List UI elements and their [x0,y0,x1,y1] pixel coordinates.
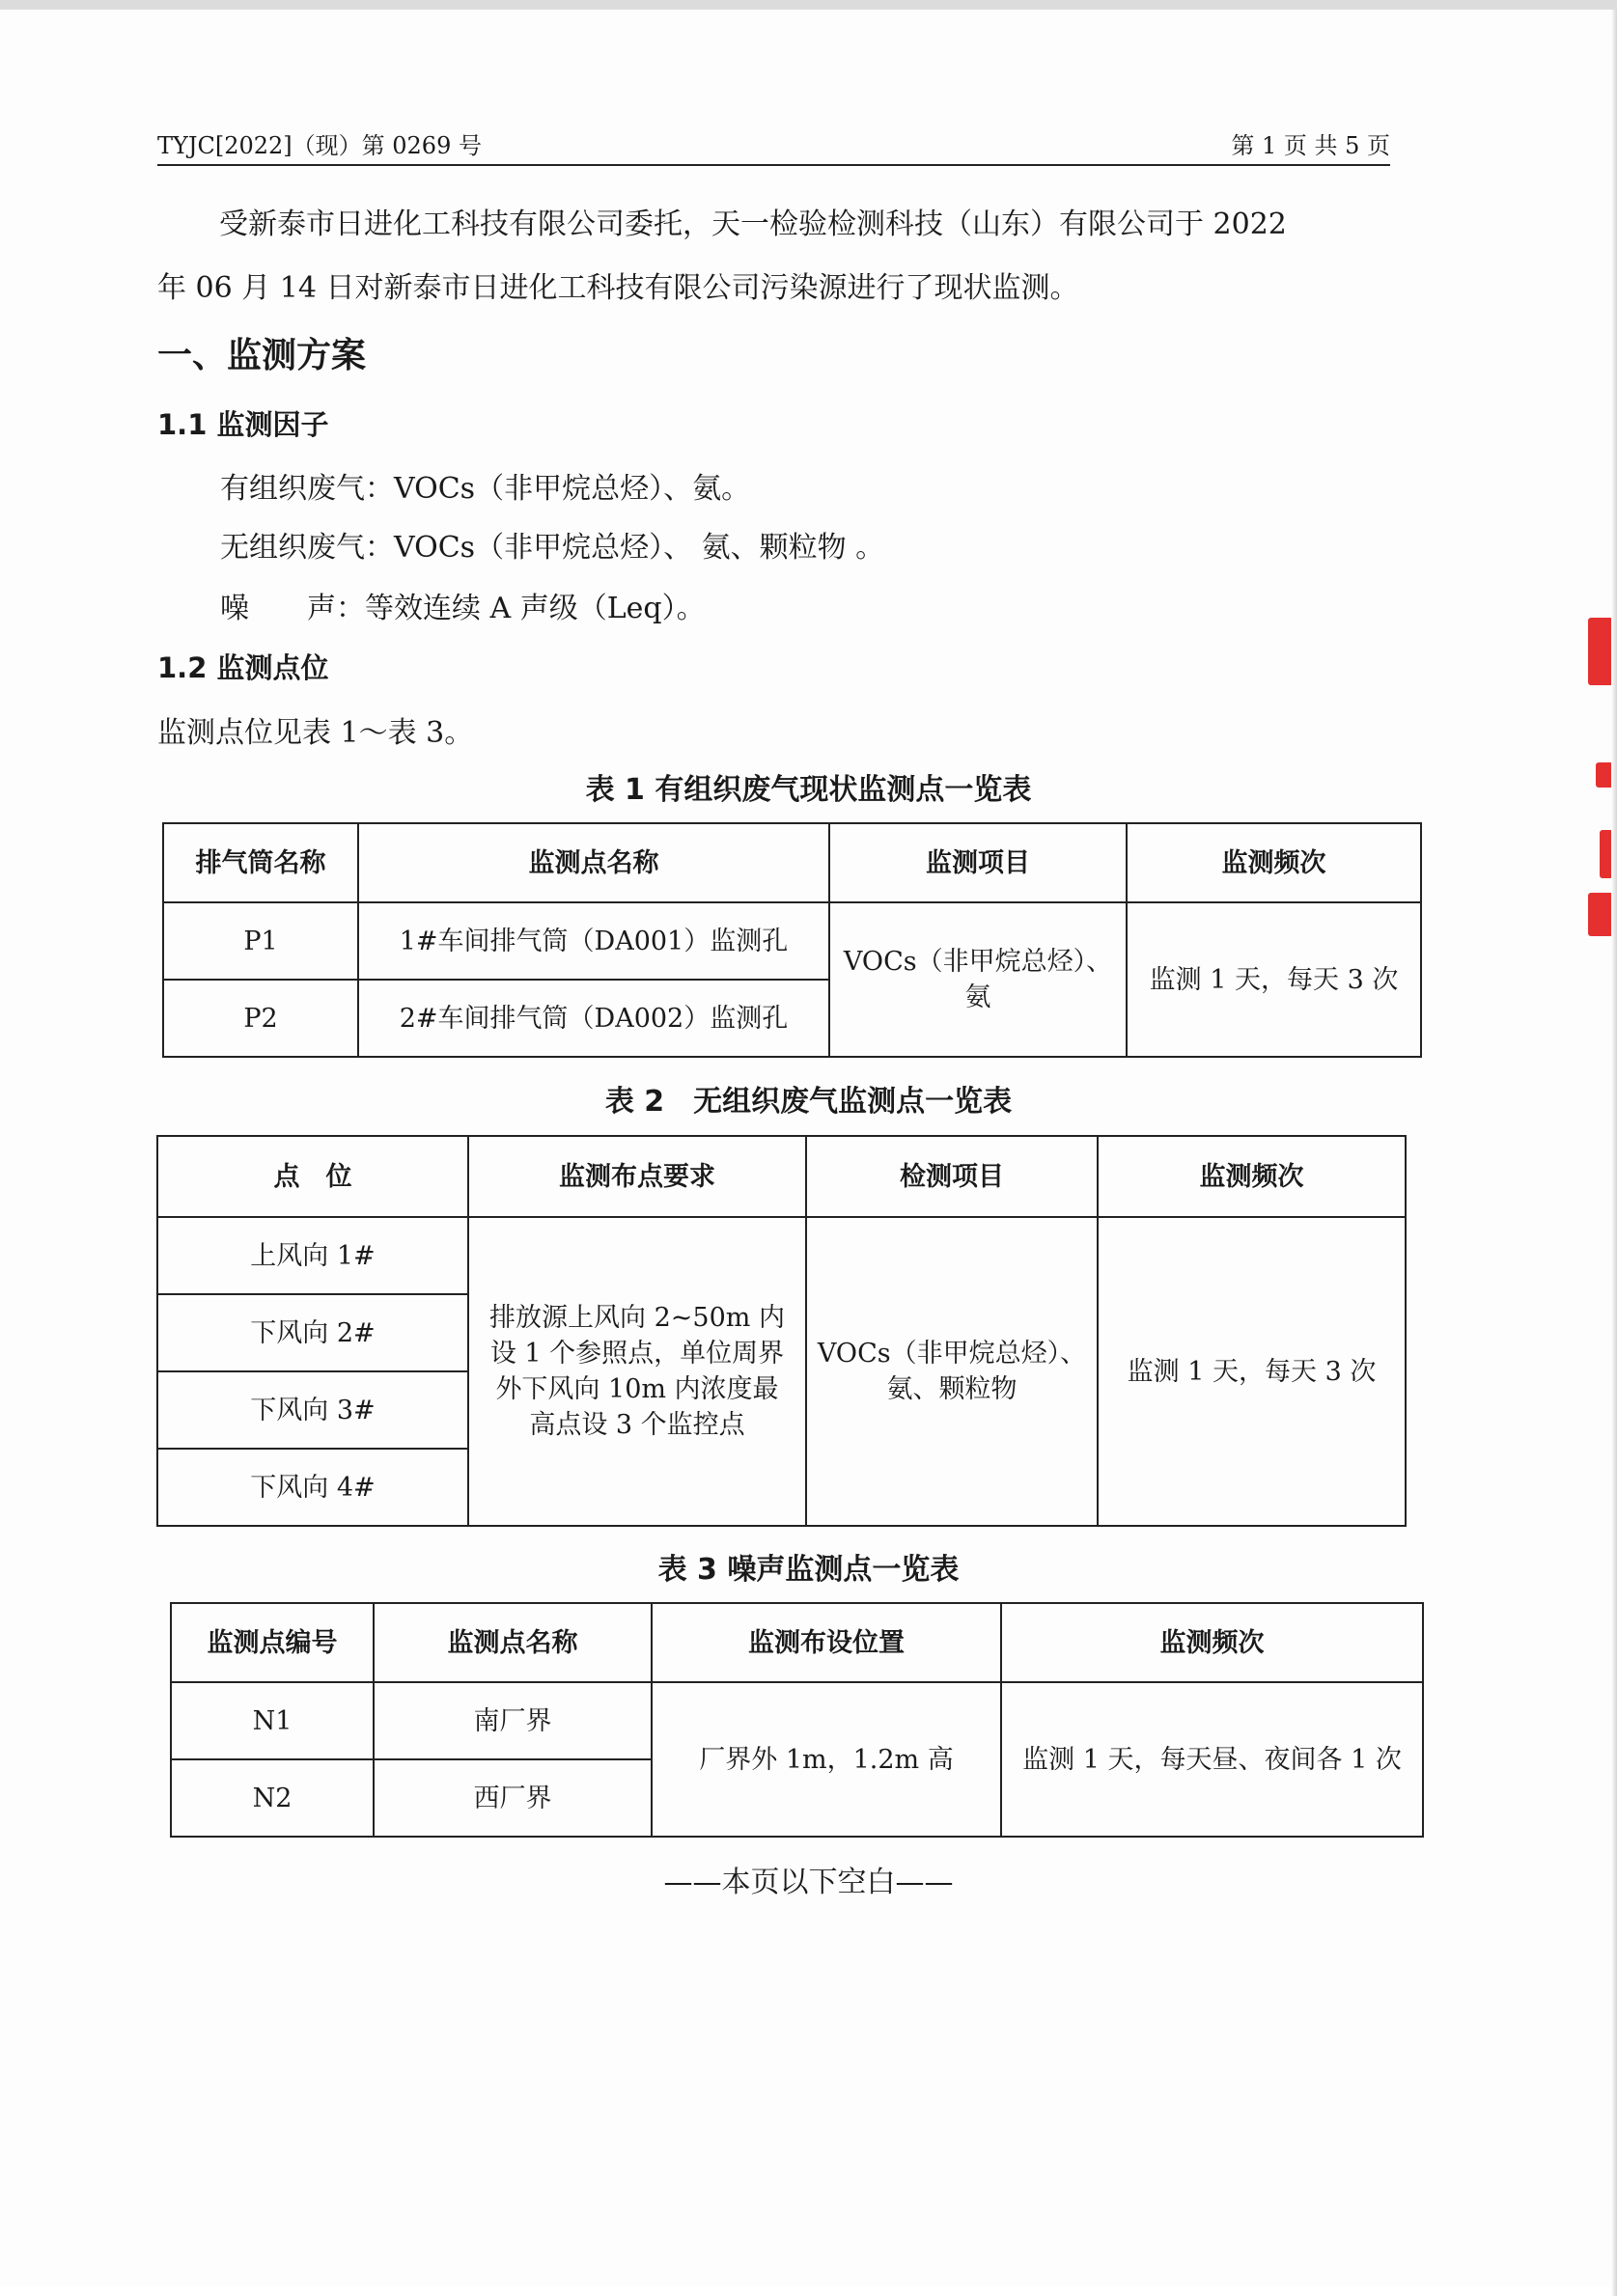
table2-header-cell: 监测布点要求 [468,1136,806,1217]
monitor-point-cell: 2#车间排气筒（DA002）监测孔 [358,980,829,1057]
table3-header-cell: 监测频次 [1001,1603,1423,1682]
table3-caption: 表 3 噪声监测点一览表 [657,1553,960,1587]
factor-noise: 噪 声：等效连续 A 声级（Leq）。 [220,592,706,625]
table-row [163,902,1421,980]
page-edge [1611,10,1617,2296]
point-id-cell: N1 [171,1682,374,1759]
factor-organized: 有组织废气：VOCs（非甲烷总烃）、氨。 [220,472,751,506]
point-id-cell: N2 [171,1759,374,1837]
point-name-cell: 西厂界 [374,1759,652,1837]
table2-caption: 表 2 无组织废气监测点一览表 [604,1085,1013,1119]
point-cell: 下风向 3# [157,1371,468,1449]
subsection-factors-title: 1.1 监测因子 [157,408,329,441]
seal-stamp-fragment [1586,618,1613,936]
point-cell: 下风向 2# [157,1294,468,1371]
monitor-point-cell: 1#车间排气筒（DA001）监测孔 [358,902,829,980]
table1-header-cell: 监测点名称 [358,823,829,902]
table2 [156,1135,1407,1527]
table1-header-cell: 监测频次 [1127,823,1421,902]
frequency-cell: 监测 1 天，每天昼、夜间各 1 次 [1001,1682,1423,1837]
page-indicator: 第 1 页 共 5 页 [1231,132,1390,159]
factor-unorganized: 无组织废气：VOCs（非甲烷总烃）、 氨、颗粒物 。 [220,531,885,565]
detection-item-cell: VOCs（非甲烷总烃）、氨、颗粒物 [806,1217,1098,1526]
document-number: TYJC[2022]（现）第 0269 号 [157,132,482,159]
section-title: 一、监测方案 [157,336,367,375]
frequency-cell: 监测 1 天，每天 3 次 [1127,902,1421,1057]
table3-header-cell: 监测点编号 [171,1603,374,1682]
point-name-cell: 南厂界 [374,1682,652,1759]
table1-caption: 表 1 有组织废气现状监测点一览表 [585,773,1032,807]
table3-header-cell: 监测点名称 [374,1603,652,1682]
stack-name-cell: P2 [163,980,358,1057]
table1-header-row [163,823,1421,902]
point-cell: 下风向 4# [157,1449,468,1526]
intro-line-1: 受新泰市日进化工科技有限公司委托，天一检验检测科技（山东）有限公司于 2022 [219,207,1287,241]
points-intro: 监测点位见表 1～表 3。 [157,716,474,750]
stack-name-cell: P1 [163,902,358,980]
table3 [170,1602,1424,1838]
table3-header-row [171,1603,1423,1682]
blank-below-note: ——本页以下空白—— [663,1866,954,1899]
subsection-points-title: 1.2 监测点位 [157,651,329,684]
table2-header-row [157,1136,1406,1217]
table1-header-cell: 监测项目 [829,823,1127,902]
table2-header-cell: 监测频次 [1098,1136,1406,1217]
frequency-cell: 监测 1 天，每天 3 次 [1098,1217,1406,1526]
table1-header-cell: 排气筒名称 [163,823,358,902]
point-cell: 上风向 1# [157,1217,468,1294]
table-row [157,1217,1406,1294]
requirement-cell: 排放源上风向 2~50m 内设 1 个参照点，单位周界外下风向 10m 内浓度最高点设 3 个监控点 [468,1217,806,1526]
intro-paragraph [157,193,1390,320]
monitor-item-cell: VOCs（非甲烷总烃）、氨 [829,902,1127,1057]
table-row [171,1682,1423,1759]
position-cell: 厂界外 1m，1.2m 高 [652,1682,1001,1837]
table1 [162,822,1422,1058]
page-header [157,125,1390,166]
table2-header-cell: 点 位 [157,1136,468,1217]
intro-line-2: 年 06 月 14 日对新泰市日进化工科技有限公司污染源进行了现状监测。 [157,271,1079,305]
table2-header-cell: 检测项目 [806,1136,1098,1217]
table3-header-cell: 监测布设位置 [652,1603,1001,1682]
